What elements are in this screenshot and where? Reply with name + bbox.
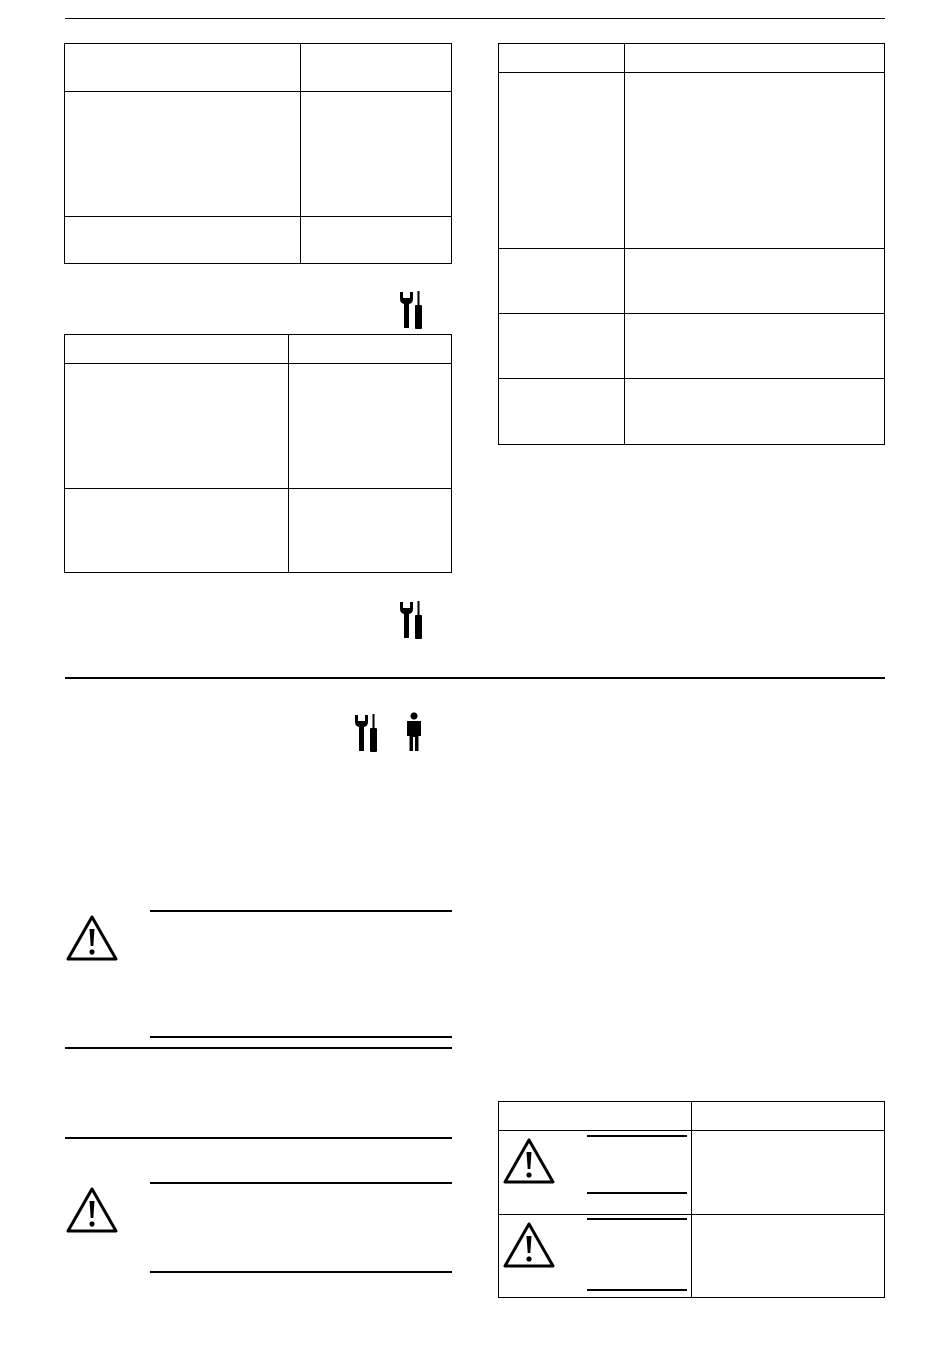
- table-a-cell: [64, 43, 301, 92]
- cell-warning-top-rule: [587, 1218, 687, 1220]
- table-d-cell: [691, 1214, 885, 1298]
- table-c-cell: [624, 248, 885, 314]
- table-c-cell: [624, 43, 885, 73]
- warning-triangle-icon: [65, 1186, 119, 1234]
- table-c-cell: [624, 378, 885, 445]
- table-b-cell: [288, 488, 452, 573]
- table-b-cell: [64, 334, 289, 364]
- table-d-cell: [691, 1101, 885, 1131]
- table-c-cell: [498, 378, 625, 445]
- divider-rule: [65, 1137, 452, 1139]
- cell-warning-top-rule: [587, 1135, 687, 1137]
- warning-1-top-rule: [150, 910, 452, 912]
- wrench-screwdriver-icon: [398, 600, 424, 640]
- warning-triangle-icon: [502, 1221, 556, 1269]
- warning-triangle-icon: [65, 914, 119, 962]
- warning-2-bottom-rule: [150, 1271, 452, 1273]
- table-a-cell: [300, 216, 452, 264]
- cell-warning-bottom-rule: [587, 1192, 687, 1194]
- table-c-cell: [498, 313, 625, 379]
- divider-rule: [65, 1047, 452, 1049]
- warning-2-top-rule: [150, 1182, 452, 1184]
- person-icon: [403, 712, 425, 752]
- table-b-cell: [64, 488, 289, 573]
- table-d-cell: [691, 1130, 885, 1215]
- wrench-screwdriver-icon: [353, 713, 379, 753]
- table-c-cell: [624, 72, 885, 249]
- wrench-screwdriver-icon: [398, 290, 424, 330]
- table-d-cell: [498, 1101, 692, 1131]
- table-b-cell: [288, 363, 452, 489]
- table-a-cell: [300, 43, 452, 92]
- table-c-cell: [624, 313, 885, 379]
- table-c-cell: [498, 248, 625, 314]
- section-rule: [65, 677, 885, 679]
- table-c-cell: [498, 43, 625, 73]
- table-c-cell: [498, 72, 625, 249]
- top-rule: [65, 18, 885, 19]
- table-a-cell: [300, 91, 452, 217]
- warning-1-bottom-rule: [150, 1036, 452, 1038]
- table-a-cell: [64, 91, 301, 217]
- warning-triangle-icon: [502, 1137, 556, 1185]
- table-b-cell: [64, 363, 289, 489]
- table-b-cell: [288, 334, 452, 364]
- table-a-cell: [64, 216, 301, 264]
- cell-warning-bottom-rule: [587, 1289, 687, 1291]
